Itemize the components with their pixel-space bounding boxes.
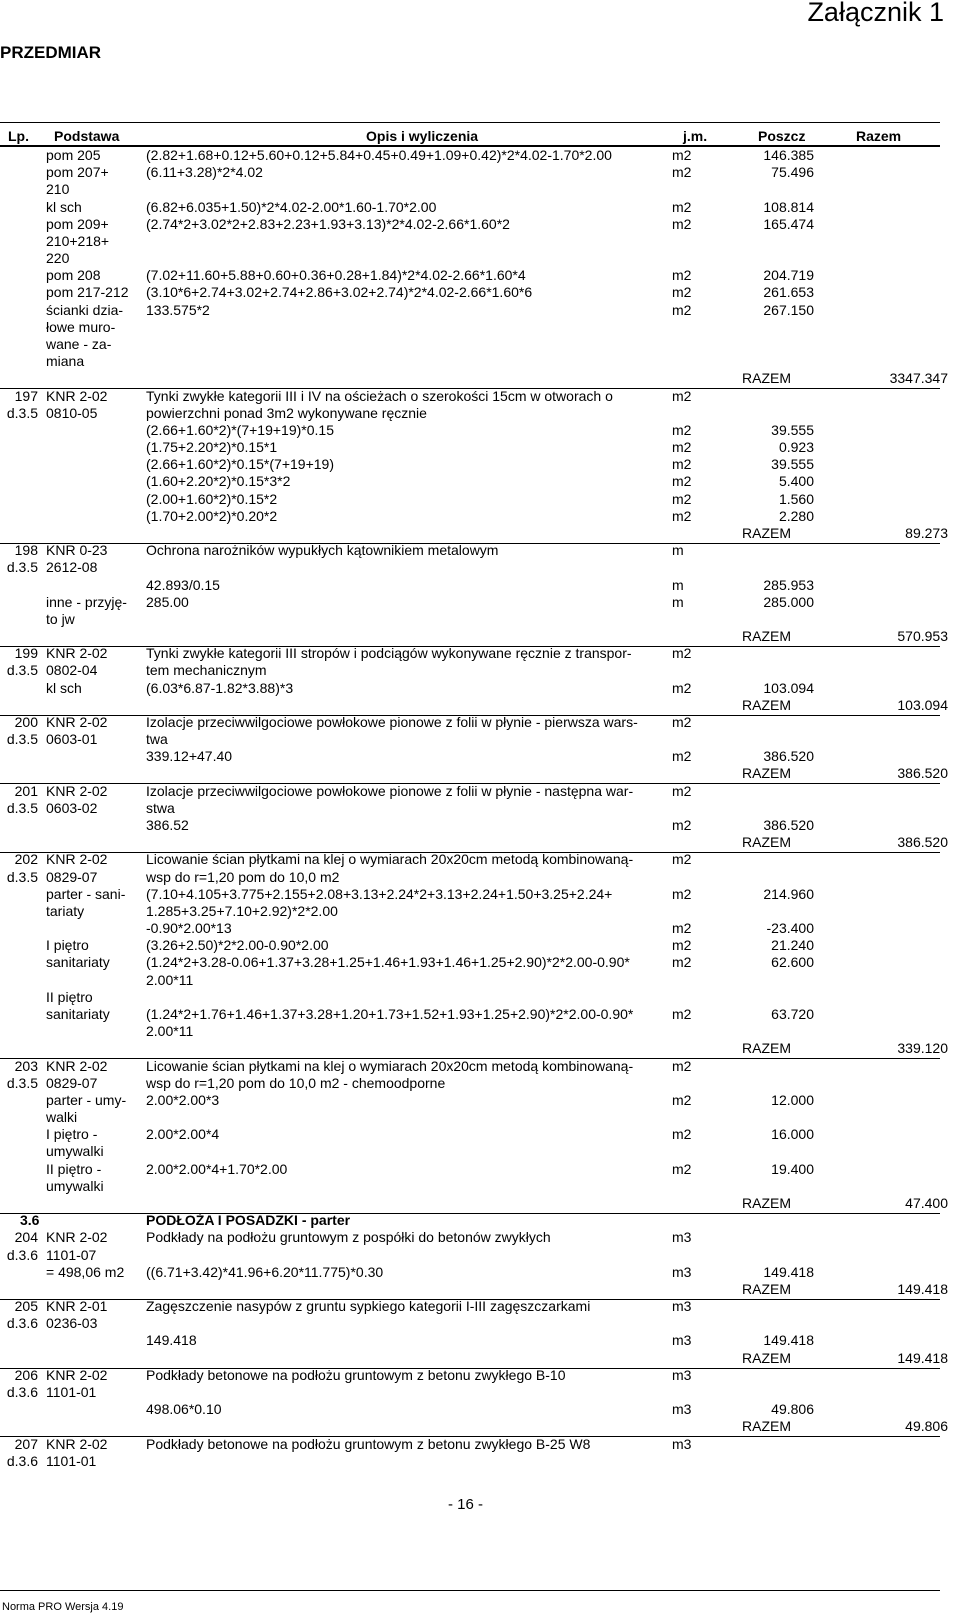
position-number: 203 xyxy=(14,1058,38,1074)
razem-label: RAZEM xyxy=(742,1040,791,1056)
unit-text: m2 xyxy=(672,199,692,215)
quantity-value: -23.400 xyxy=(766,920,814,936)
description-text: (1.24*2+3.28-0.06+1.37+3.28+1.25+1.46+1.93+1.46+1.25+2.90)*2*2.00-0.90* xyxy=(146,954,630,970)
razem-value: 47.400 xyxy=(905,1195,948,1211)
description-text: 339.12+47.40 xyxy=(146,748,233,764)
quantity-value: 39.555 xyxy=(771,456,814,472)
position-number: 200 xyxy=(14,714,38,730)
attachment-title: Załącznik 1 xyxy=(807,0,944,27)
basis-text: 0236-03 xyxy=(46,1315,98,1331)
unit-text: m2 xyxy=(672,886,692,902)
basis-text: 0829-07 xyxy=(46,1075,98,1091)
description-text: (6.03*6.87-1.82*3.88)*3 xyxy=(146,680,294,696)
description-text: Licowanie ścian płytkami na klej o wymiarach 20x20cm metodą kombinowaną- xyxy=(146,1058,634,1074)
position-number: d.3.5 xyxy=(6,869,38,885)
description-text: 386.52 xyxy=(146,817,189,833)
basis-text: wane - za- xyxy=(46,336,112,352)
basis-text: tariaty xyxy=(46,903,85,919)
description-text: ((6.71+3.42)*41.96+6.20*11.775)*0.30 xyxy=(146,1264,384,1280)
position-number: d.3.6 xyxy=(6,1247,38,1263)
razem-label: RAZEM xyxy=(742,1195,791,1211)
quantity-value: 12.000 xyxy=(771,1092,814,1108)
position-number: d.3.6 xyxy=(6,1315,38,1331)
description-text: powierzchni ponad 3m2 wykonywane ręcznie xyxy=(146,405,427,421)
basis-text: sanitariaty xyxy=(46,1006,110,1022)
quantity-value: 1.560 xyxy=(778,491,814,507)
basis-text: II piętro xyxy=(46,989,93,1005)
quantity-value: 285.000 xyxy=(763,594,814,610)
unit-text: m3 xyxy=(672,1298,692,1314)
basis-text: KNR 2-02 xyxy=(46,783,108,799)
position-number: d.3.6 xyxy=(6,1384,38,1400)
razem-label: RAZEM xyxy=(742,765,791,781)
razem-value: 89.273 xyxy=(905,525,948,541)
quantity-value: 62.600 xyxy=(771,954,814,970)
description-text: stwa xyxy=(146,800,175,816)
description-text: (1.24*2+1.76+1.46+1.37+3.28+1.20+1.73+1.52+1.93+1.25+2.90)*2*2.00-0.90* xyxy=(146,1006,634,1022)
unit-text: m2 xyxy=(672,473,692,489)
unit-text: m3 xyxy=(672,1264,692,1280)
basis-text: 1101-07 xyxy=(46,1247,97,1263)
unit-text: m2 xyxy=(672,851,692,867)
description-text: (1.60+2.20*2)*0.15*3*2 xyxy=(146,473,291,489)
description-text: wsp do r=1,20 pom do 10,0 m2 xyxy=(146,869,340,885)
razem-label: RAZEM xyxy=(742,1350,791,1366)
quantity-value: 214.960 xyxy=(763,886,814,902)
unit-text: m xyxy=(672,594,684,610)
unit-text: m2 xyxy=(672,456,692,472)
basis-text: parter - umy- xyxy=(46,1092,127,1108)
basis-text: walki xyxy=(46,1109,78,1125)
quantity-value: 21.240 xyxy=(771,937,814,953)
basis-text: KNR 2-02 xyxy=(46,714,108,730)
description-text: Tynki zwykłe kategorii III i IV na ościeżach o szerokości 15cm w otworach o xyxy=(146,388,613,404)
basis-text: pom 217-212 xyxy=(46,284,129,300)
unit-text: m2 xyxy=(672,817,692,833)
basis-text: 0829-07 xyxy=(46,869,98,885)
unit-text: m xyxy=(672,542,684,558)
col-podstawa: Podstawa xyxy=(54,128,120,144)
description-text: 42.893/0.15 xyxy=(146,577,220,593)
basis-text: umywalki xyxy=(46,1143,104,1159)
unit-text: m2 xyxy=(672,1161,692,1177)
position-number: d.3.6 xyxy=(6,1453,38,1469)
basis-text: miana xyxy=(46,353,85,369)
unit-text: m2 xyxy=(672,491,692,507)
razem-label: RAZEM xyxy=(742,1281,791,1297)
razem-value: 386.520 xyxy=(897,834,948,850)
unit-text: m2 xyxy=(672,1006,692,1022)
document-heading: PRZEDMIAR xyxy=(0,43,102,62)
basis-text: 1101-01 xyxy=(46,1453,97,1469)
unit-text: m2 xyxy=(672,920,692,936)
section-title: PODŁOŻA I POSADZKI - parter xyxy=(146,1212,351,1228)
basis-text: ścianki dzia- xyxy=(46,302,124,318)
description-text: Podkłady betonowe na podłożu gruntowym z betonu zwykłego B-25 W8 xyxy=(146,1436,591,1452)
razem-value: 149.418 xyxy=(897,1281,948,1297)
basis-text: parter - sani- xyxy=(46,886,126,902)
basis-text: 210 xyxy=(46,181,70,197)
unit-text: m3 xyxy=(672,1332,692,1348)
basis-text: I piętro xyxy=(46,937,89,953)
description-text: Ochrona narożników wypukłych kątownikiem metalowym xyxy=(146,542,499,558)
basis-text: II piętro - xyxy=(46,1161,102,1177)
col-lp: Lp. xyxy=(8,128,29,144)
position-number: 205 xyxy=(14,1298,38,1314)
description-text: wsp do r=1,20 pom do 10,0 m2 - chemoodporne xyxy=(146,1075,446,1091)
quantity-value: 75.496 xyxy=(771,164,814,180)
basis-text: 2612-08 xyxy=(46,559,98,575)
description-text: 2.00*2.00*4+1.70*2.00 xyxy=(146,1161,288,1177)
basis-text: I piętro - xyxy=(46,1126,98,1142)
unit-text: m2 xyxy=(672,1126,692,1142)
unit-text: m3 xyxy=(672,1436,692,1452)
unit-text: m2 xyxy=(672,783,692,799)
razem-value: 570.953 xyxy=(897,628,948,644)
description-text: 2.00*11 xyxy=(146,972,194,988)
description-text: -0.90*2.00*13 xyxy=(146,920,232,936)
basis-text: KNR 2-02 xyxy=(46,645,108,661)
position-number: d.3.5 xyxy=(6,559,38,575)
description-text: twa xyxy=(146,731,168,747)
unit-text: m2 xyxy=(672,439,692,455)
unit-text: m2 xyxy=(672,216,692,232)
unit-text: m2 xyxy=(672,1058,692,1074)
description-text: (2.82+1.68+0.12+5.60+0.12+5.84+0.45+0.49+1.09+0.42)*2*4.02-1.70*2.00 xyxy=(146,147,612,163)
description-text: Izolacje przeciwwilgociowe powłokowe pionowe z folii w płynie - pierwsza wars- xyxy=(146,714,638,730)
description-text: (1.75+2.20*2)*0.15*1 xyxy=(146,439,278,455)
basis-text: pom 207+ xyxy=(46,164,109,180)
razem-value: 49.806 xyxy=(905,1418,948,1434)
unit-text: m2 xyxy=(672,680,692,696)
basis-text: KNR 2-01 xyxy=(46,1298,108,1314)
basis-text: 220 xyxy=(46,250,70,266)
razem-value: 103.094 xyxy=(897,697,948,713)
quantity-value: 261.653 xyxy=(763,284,814,300)
description-text: (2.66+1.60*2)*(7+19+19)*0.15 xyxy=(146,422,334,438)
description-text: 2.00*11 xyxy=(146,1023,194,1039)
basis-text: KNR 2-02 xyxy=(46,1058,108,1074)
basis-text: pom 209+ xyxy=(46,216,109,232)
unit-text: m2 xyxy=(672,422,692,438)
position-number: d.3.5 xyxy=(6,731,38,747)
quantity-value: 19.400 xyxy=(771,1161,814,1177)
quantity-value: 63.720 xyxy=(771,1006,814,1022)
unit-text: m2 xyxy=(672,147,692,163)
footer-rule xyxy=(0,1590,940,1591)
basis-text: 0810-05 xyxy=(46,405,98,421)
position-number: 206 xyxy=(14,1367,38,1383)
basis-text: KNR 0-23 xyxy=(46,542,108,558)
col-poszcz: Poszcz xyxy=(758,128,806,144)
description-text: 2.00*2.00*3 xyxy=(146,1092,220,1108)
basis-text: 210+218+ xyxy=(46,233,110,249)
razem-label: RAZEM xyxy=(742,834,791,850)
basis-text: KNR 2-02 xyxy=(46,851,108,867)
unit-text: m3 xyxy=(672,1401,692,1417)
basis-text: 0603-02 xyxy=(46,800,98,816)
description-text: (7.02+11.60+5.88+0.60+0.36+0.28+1.84)*2*4.02-2.66*1.60*4 xyxy=(146,267,526,283)
basis-text: kl sch xyxy=(46,680,82,696)
quantity-value: 108.814 xyxy=(763,199,814,215)
razem-label: RAZEM xyxy=(742,525,791,541)
position-number: 202 xyxy=(14,851,38,867)
description-text: (1.70+2.00*2)*0.20*2 xyxy=(146,508,278,524)
basis-text: łowe muro- xyxy=(46,319,116,335)
basis-text: 0802-04 xyxy=(46,662,98,678)
description-text: Zagęszczenie nasypów z gruntu sypkiego kategorii I-III zagęszczarkami xyxy=(146,1298,591,1314)
quantity-value: 165.474 xyxy=(763,216,814,232)
basis-text: = 498,06 m2 xyxy=(46,1264,125,1280)
razem-value: 386.520 xyxy=(897,765,948,781)
unit-text: m2 xyxy=(672,937,692,953)
description-text: tem mechanicznym xyxy=(146,662,267,678)
quantity-value: 39.555 xyxy=(771,422,814,438)
section-number: 3.6 xyxy=(20,1212,40,1228)
basis-text: pom 208 xyxy=(46,267,101,283)
description-text: Podkłady betonowe na podłożu gruntowym z betonu zwykłego B-10 xyxy=(146,1367,566,1383)
col-jm: j.m. xyxy=(683,128,708,144)
position-number: 201 xyxy=(14,783,38,799)
quantity-value: 146.385 xyxy=(763,147,814,163)
header-top-rule xyxy=(0,122,940,123)
quantity-value: 0.923 xyxy=(778,439,814,455)
basis-text: 1101-01 xyxy=(46,1384,97,1400)
quantity-value: 285.953 xyxy=(763,577,814,593)
position-number: d.3.5 xyxy=(6,1075,38,1091)
position-number: d.3.5 xyxy=(6,662,38,678)
position-number: 198 xyxy=(14,542,38,558)
description-text: 133.575*2 xyxy=(146,302,210,318)
description-text: (7.10+4.105+3.775+2.155+2.08+3.13+2.24*2+3.13+2.24+1.50+3.25+2.24+ xyxy=(146,886,613,902)
unit-text: m2 xyxy=(672,714,692,730)
col-opis: Opis i wyliczenia xyxy=(366,128,479,144)
description-text: (6.11+3.28)*2*4.02 xyxy=(146,164,263,180)
description-text: 149.418 xyxy=(146,1332,197,1348)
razem-value: 149.418 xyxy=(897,1350,948,1366)
description-text: (3.10*6+2.74+3.02+2.74+2.86+3.02+2.74)*2*4.02-2.66*1.60*6 xyxy=(146,284,533,300)
unit-text: m2 xyxy=(672,388,692,404)
basis-text: KNR 2-02 xyxy=(46,1229,108,1245)
page-number: - 16 - xyxy=(448,1496,484,1513)
unit-text: m xyxy=(672,577,684,593)
description-text: Izolacje przeciwwilgociowe powłokowe pionowe z folii w płynie - następna war- xyxy=(146,783,634,799)
quantity-value: 204.719 xyxy=(763,267,814,283)
unit-text: m2 xyxy=(672,284,692,300)
description-text: (6.82+6.035+1.50)*2*4.02-2.00*1.60-1.70*2.00 xyxy=(146,199,437,215)
unit-text: m2 xyxy=(672,508,692,524)
quantity-value: 386.520 xyxy=(763,817,814,833)
unit-text: m2 xyxy=(672,954,692,970)
razem-label: RAZEM xyxy=(742,1418,791,1434)
description-text: (2.66+1.60*2)*0.15*(7+19+19) xyxy=(146,456,334,472)
description-text: 2.00*2.00*4 xyxy=(146,1126,220,1142)
razem-label: RAZEM xyxy=(742,697,791,713)
basis-text: KNR 2-02 xyxy=(46,1436,108,1452)
description-text: (2.74*2+3.02*2+2.83+2.23+1.93+3.13)*2*4.02-2.66*1.60*2 xyxy=(146,216,510,232)
position-number: 197 xyxy=(14,388,38,404)
basis-text: sanitariaty xyxy=(46,954,110,970)
unit-text: m2 xyxy=(672,267,692,283)
basis-text: KNR 2-02 xyxy=(46,1367,108,1383)
software-footer: Norma PRO Wersja 4.19 xyxy=(2,1601,124,1613)
description-text: Licowanie ścian płytkami na klej o wymiarach 20x20cm metodą kombinowaną- xyxy=(146,851,634,867)
basis-text: pom 205 xyxy=(46,147,101,163)
quantity-value: 49.806 xyxy=(771,1401,814,1417)
razem-label: RAZEM xyxy=(742,628,791,644)
description-text: 285.00 xyxy=(146,594,189,610)
basis-text: 0603-01 xyxy=(46,731,98,747)
description-text: Tynki zwykłe kategorii III stropów i podciągów wykonywane ręcznie z transpor- xyxy=(146,645,632,661)
basis-text: kl sch xyxy=(46,199,82,215)
unit-text: m2 xyxy=(672,748,692,764)
basis-text: to jw xyxy=(46,611,75,627)
position-number: d.3.5 xyxy=(6,405,38,421)
col-razem: Razem xyxy=(856,128,902,144)
quantity-value: 149.418 xyxy=(763,1332,814,1348)
description-text: 1.285+3.25+7.10+2.92)*2*2.00 xyxy=(146,903,338,919)
position-number: 204 xyxy=(14,1229,38,1245)
quantity-value: 386.520 xyxy=(763,748,814,764)
item-separator-rule xyxy=(0,1213,940,1214)
quantity-value: 267.150 xyxy=(763,302,814,318)
razem-value: 3347.347 xyxy=(889,370,948,386)
razem-label: RAZEM xyxy=(742,370,791,386)
unit-text: m3 xyxy=(672,1229,692,1245)
quantity-value: 149.418 xyxy=(763,1264,814,1280)
unit-text: m2 xyxy=(672,302,692,318)
position-number: d.3.5 xyxy=(6,800,38,816)
basis-text: umywalki xyxy=(46,1178,104,1194)
quantity-value: 5.400 xyxy=(778,473,814,489)
unit-text: m2 xyxy=(672,645,692,661)
description-text: (3.26+2.50)*2*2.00-0.90*2.00 xyxy=(146,937,329,953)
quantity-value: 2.280 xyxy=(778,508,814,524)
description-text: (2.00+1.60*2)*0.15*2 xyxy=(146,491,278,507)
description-text: Podkłady na podłożu gruntowym z pospółki do betonów zwykłych xyxy=(146,1229,551,1245)
unit-text: m2 xyxy=(672,1092,692,1108)
unit-text: m3 xyxy=(672,1367,692,1383)
basis-text: KNR 2-02 xyxy=(46,388,108,404)
unit-text: m2 xyxy=(672,164,692,180)
basis-text: inne - przyję- xyxy=(46,594,127,610)
description-text: 498.06*0.10 xyxy=(146,1401,222,1417)
position-number: 199 xyxy=(14,645,38,661)
position-number: 207 xyxy=(14,1436,38,1452)
quantity-value: 103.094 xyxy=(763,680,814,696)
razem-value: 339.120 xyxy=(897,1040,948,1056)
quantity-value: 16.000 xyxy=(771,1126,814,1142)
